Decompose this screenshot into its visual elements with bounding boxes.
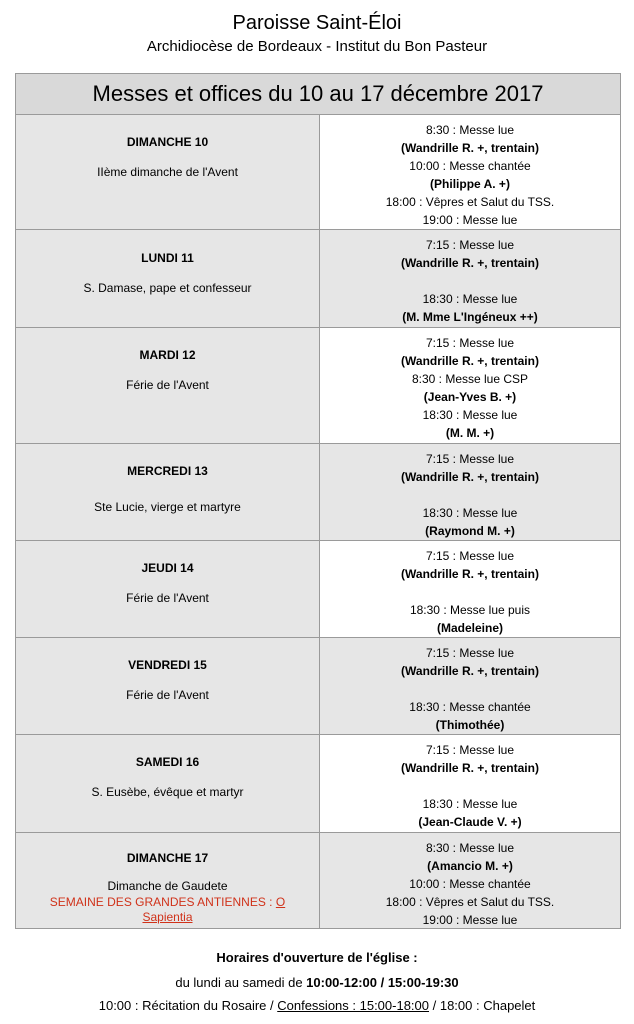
schedule-cell	[320, 230, 620, 327]
activities-line	[0, 998, 634, 1013]
day-row	[16, 229, 620, 327]
opening-hours-times: 10:00-12:00 / 15:00-19:30	[306, 975, 459, 990]
day-row	[16, 443, 620, 540]
antiphon-note	[16, 895, 319, 925]
intention-line: (M. M. +)	[445, 426, 495, 440]
schedule-table	[15, 73, 621, 929]
day-cell	[16, 230, 320, 327]
schedule-line: 18:30 : Messe lue puis	[409, 603, 531, 617]
parish-title: Paroisse Saint-Éloi	[232, 12, 402, 34]
intention-line: (Jean-Claude V. +)	[418, 815, 522, 829]
intention-line: (Wandrille R. +, trentain)	[401, 567, 539, 581]
schedule-line: 7:15 : Messe lue	[425, 549, 515, 563]
schedule-line: 19:00 : Messe lue	[422, 913, 518, 927]
schedule-line: 7:15 : Messe lue	[425, 452, 515, 466]
feast-name: S. Damase, pape et confesseur	[83, 281, 252, 295]
day-cell	[16, 735, 320, 832]
schedule-cell	[320, 541, 620, 637]
feast-name: Férie de l'Avent	[126, 591, 209, 605]
day-name: VENDREDI 15	[128, 658, 207, 672]
parish-subtitle: Archidiocèse de Bordeaux - Institut du Bon Pasteur	[146, 38, 488, 55]
feast-name: S. Eusèbe, évêque et martyr	[91, 785, 244, 799]
day-name: MARDI 12	[139, 348, 196, 362]
day-row	[16, 540, 620, 637]
schedule-line	[320, 777, 620, 795]
intention-line: (Wandrille R. +, trentain)	[401, 664, 539, 678]
intention-line: (Philippe A. +)	[430, 177, 510, 191]
schedule-line: 19:00 : Messe lue	[422, 213, 518, 227]
schedule-line: 18:00 : Vêpres et Salut du TSS.	[385, 895, 555, 909]
intention-line: (Wandrille R. +, trentain)	[401, 256, 539, 270]
day-cell	[16, 833, 320, 928]
day-name: DIMANCHE 17	[126, 851, 209, 865]
intention-line: (Wandrille R. +, trentain)	[401, 354, 539, 368]
intention-line: (Madeleine)	[436, 621, 503, 635]
schedule-line	[320, 486, 620, 504]
day-row	[16, 832, 620, 928]
feast-name: Férie de l'Avent	[126, 688, 209, 702]
schedule-cell	[320, 115, 620, 229]
rosary-text: 10:00 : Récitation du Rosaire /	[98, 998, 278, 1013]
day-name: JEUDI 14	[141, 561, 194, 575]
intention-line: (Wandrille R. +, trentain)	[401, 761, 539, 775]
day-cell	[16, 638, 320, 734]
schedule-cell	[320, 444, 620, 540]
intention-line: (Wandrille R. +, trentain)	[401, 141, 539, 155]
schedule-line: 18:30 : Messe lue	[422, 292, 518, 306]
schedule-cell	[320, 735, 620, 832]
schedule-line: 7:15 : Messe lue	[425, 336, 515, 350]
feast-name: Ste Lucie, vierge et martyre	[94, 500, 241, 514]
day-row	[16, 637, 620, 734]
opening-hours-title: Horaires d'ouverture de l'église :	[216, 950, 418, 965]
schedule-line: 7:15 : Messe lue	[425, 743, 515, 757]
opening-hours-prefix: du lundi au samedi de	[175, 975, 307, 990]
day-name: SAMEDI 16	[135, 755, 200, 769]
feast-name: Dimanche de Gaudete	[107, 879, 228, 893]
schedule-line: 8:30 : Messe lue	[425, 841, 515, 855]
schedule-line: 18:30 : Messe lue	[422, 797, 518, 811]
schedule-line: 18:00 : Vêpres et Salut du TSS.	[385, 195, 555, 209]
intention-line: (Amancio M. +)	[427, 859, 513, 873]
intention-line: (Thimothée)	[435, 718, 505, 732]
schedule-line: 18:30 : Messe chantée	[409, 700, 531, 714]
day-cell	[16, 115, 320, 229]
day-name: LUNDI 11	[141, 251, 194, 265]
day-row	[16, 327, 620, 443]
schedule-line: 8:30 : Messe lue CSP	[411, 372, 529, 386]
day-cell	[16, 444, 320, 540]
opening-hours-line	[0, 975, 634, 990]
schedule-line: 7:15 : Messe lue	[425, 646, 515, 660]
schedule-line: 7:15 : Messe lue	[425, 238, 515, 252]
day-row	[16, 734, 620, 832]
day-name: DIMANCHE 10	[126, 135, 209, 149]
intention-line: (M. Mme L'Ingéneux ++)	[402, 310, 538, 324]
feast-name: Férie de l'Avent	[126, 378, 209, 392]
confessions-link[interactable]: Confessions : 15:00-18:00	[277, 998, 430, 1013]
schedule-line: 8:30 : Messe lue	[425, 123, 515, 137]
schedule-line	[320, 583, 620, 601]
schedule-title: Messes et offices du 10 au 17 décembre 2017	[16, 74, 620, 115]
schedule-cell	[320, 328, 620, 443]
day-name: MERCREDI 13	[127, 464, 208, 478]
o-sapientia-link[interactable]: O Sapientia	[142, 895, 286, 924]
schedule-cell	[320, 833, 620, 928]
antiphon-note-text: SEMAINE DES GRANDES ANTIENNES :	[49, 895, 276, 909]
day-row	[16, 115, 620, 229]
schedule-line	[320, 680, 620, 698]
schedule-line: 10:00 : Messe chantée	[409, 877, 531, 891]
chapelet-text: / 18:00 : Chapelet	[429, 998, 536, 1013]
day-cell	[16, 541, 320, 637]
schedule-line	[320, 272, 620, 290]
schedule-line: 18:30 : Messe lue	[422, 506, 518, 520]
schedule-line: 18:30 : Messe lue	[422, 408, 518, 422]
day-cell	[16, 328, 320, 443]
schedule-cell	[320, 638, 620, 734]
intention-line: (Jean-Yves B. +)	[423, 390, 517, 404]
intention-line: (Wandrille R. +, trentain)	[401, 470, 539, 484]
feast-name: IIème dimanche de l'Avent	[97, 165, 238, 179]
schedule-line: 10:00 : Messe chantée	[409, 159, 531, 173]
intention-line: (Raymond M. +)	[425, 524, 515, 538]
